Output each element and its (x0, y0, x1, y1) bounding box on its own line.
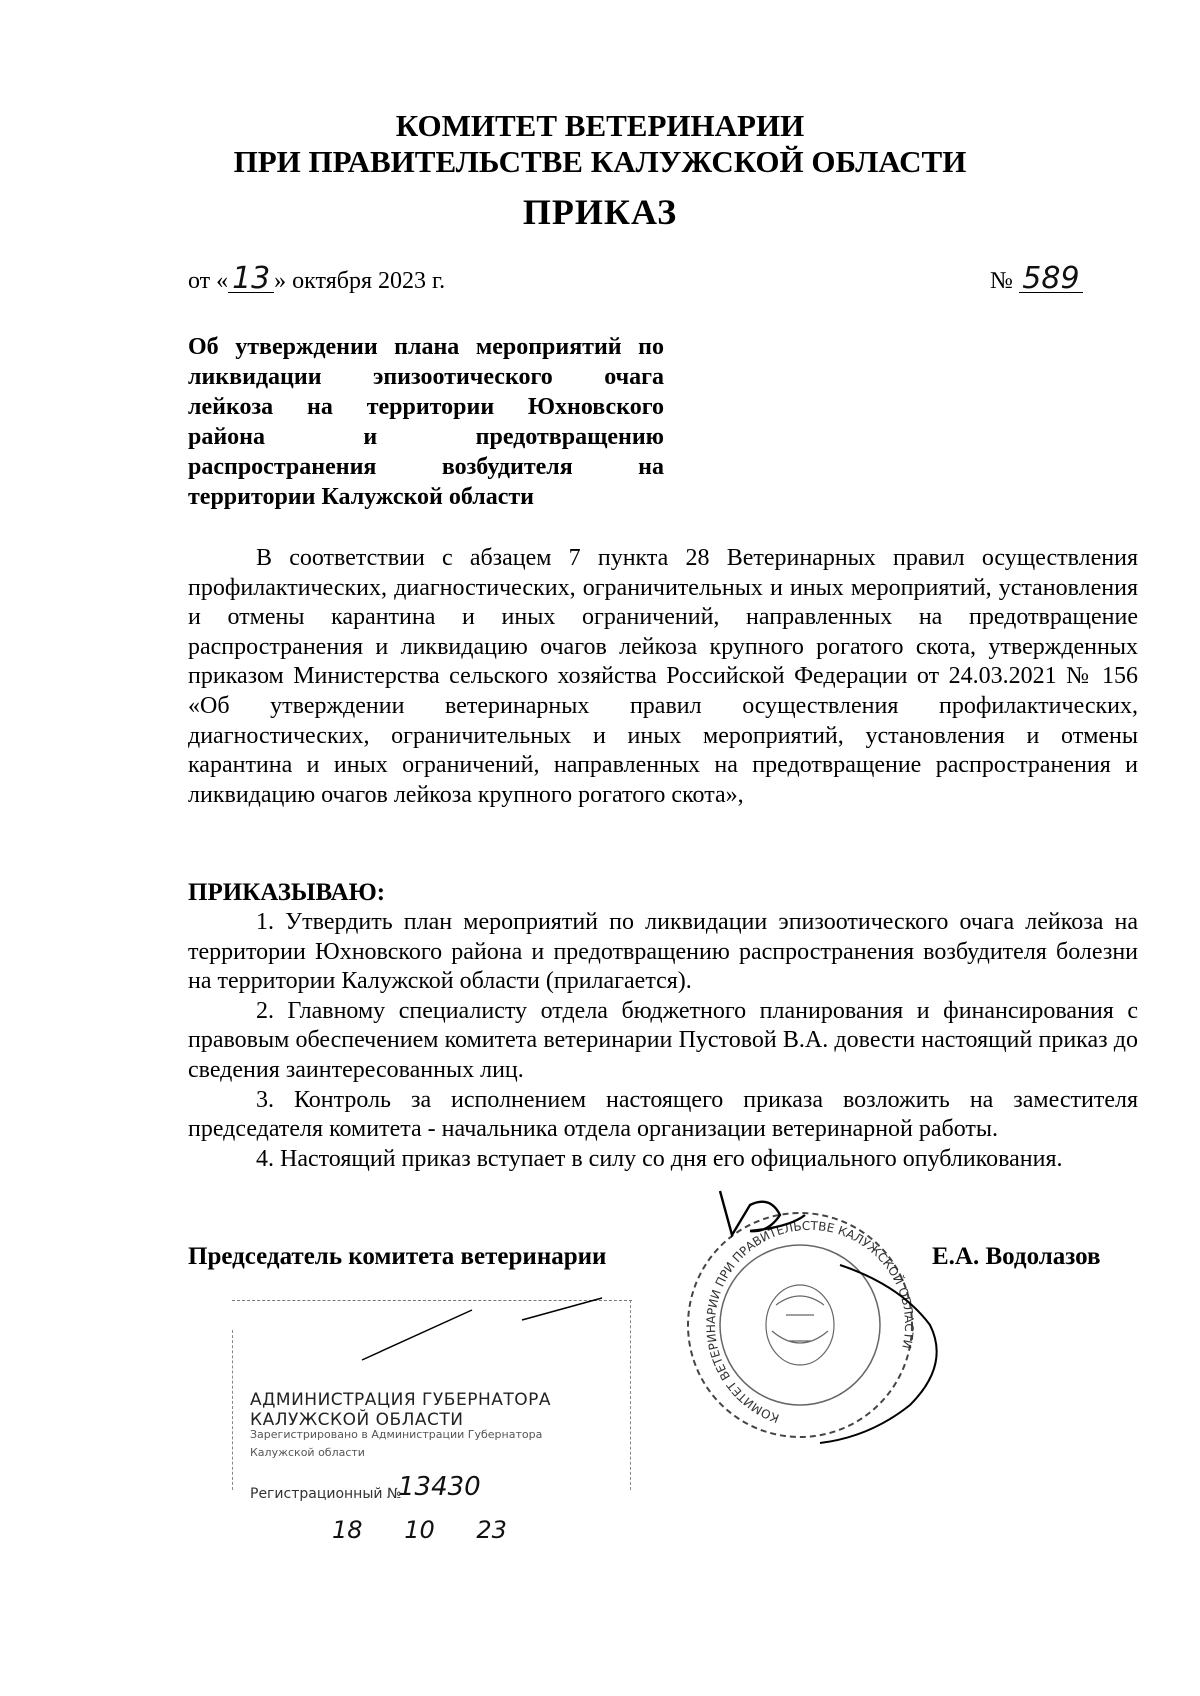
order-items (188, 908, 1138, 1174)
order-item-2: 2. Главному специалисту отдела бюджетного планирования и финансирования с правовым обеспечением комитета ветеринарии Пустовой В.А. довести настоящий приказ до сведения заинтересованных лиц. (188, 997, 1138, 1083)
order-subject (188, 332, 664, 512)
seal-emblem-icon (766, 1285, 834, 1365)
signature-flourish (820, 1265, 937, 1443)
subject-line: Об утверждении плана мероприятий по (188, 334, 664, 360)
subject-line: ликвидации эпизоотического очага (188, 364, 664, 390)
org-name-line1: КОМИТЕТ ВЕТЕРИНАРИИ (395, 108, 805, 143)
seal-text: КОМИТЕТ ВЕТЕРИНАРИИ ПРИ ПРАВИТЕЛЬСТВЕ КАЛУЖСКОЙ ОБЛАСТИ (703, 1218, 917, 1426)
signatory-name: Е.А. Водолазов (932, 1243, 1101, 1270)
order-date (188, 261, 446, 296)
official-seal (600, 1175, 1000, 1455)
number-prefix: № (990, 268, 1013, 294)
seal-inner-ring (720, 1245, 880, 1405)
stamp-organization: АДМИНИСТРАЦИЯ ГУБЕРНАТОРА КАЛУЖСКОЙ ОБЛАСТИ (250, 1390, 552, 1430)
registration-stamp (232, 1300, 632, 1544)
stamp-pen-stroke (352, 1290, 612, 1370)
org-name-line2: ПРИ ПРАВИТЕЛЬСТВЕ КАЛУЖСКОЙ ОБЛАСТИ (233, 144, 967, 179)
date-suffix: » октября 2023 г. (274, 268, 446, 294)
stamp-registration-text-line2: Калужской области (250, 1446, 365, 1459)
order-item-3: 3. Контроль за исполнением настоящего приказа возложить на заместителя председателя комитета - начальника отдела организации ветеринарной работы. (188, 1086, 1138, 1143)
stamp-registration-number: 13430 (398, 1472, 481, 1502)
preamble-paragraph: В соответствии с абзацем 7 пункта 28 Ветеринарных правил осуществления профилактических, диагностических, ограничительных и иных мероприятий, установления и отмены карантина и иных ограничений, направленных на предотвращение распространения и ликвидацию очагов лейкоза крупного рогатого скота, утвержденных приказом Министерства сельского хозяйства Российской Федерации от 24.03.2021 № 156 «Об утверждении ветеринарных правил осуществления профилактических, диагностических, ограничительных и иных мероприятий, установления и отмены карантина и иных ограничений, направленных на предотвращение распространения и ликвидацию очагов лейкоза крупного рогатого скота», (188, 545, 1138, 808)
order-number (990, 261, 1083, 296)
order-word: ПРИКАЗЫВАЮ: (188, 879, 386, 906)
stamp-registration-text-line1: Зарегистрировано в Администрации Губернатора (250, 1428, 543, 1441)
order-item-1: 1. Утвердить план мероприятий по ликвидации эпизоотического очага лейкоза на территории Юхновского района и предотвращению распространения возбудителя болезни на территории Калужской области (прилагается). (188, 909, 1138, 995)
stamp-border-left (232, 1330, 233, 1490)
document-type-title: ПРИКАЗ (522, 192, 678, 232)
number-handwritten: 589 (1019, 266, 1083, 293)
subject-line: лейкоза на территории Юхновского (188, 394, 664, 420)
order-item-4: 4. Настоящий приказ вступает в силу со дня его официального опубликования. (256, 1145, 1063, 1172)
stamp-date-day: 18 (332, 1516, 363, 1544)
stamp-date-year: 23 (476, 1516, 507, 1544)
date-prefix: от « (188, 268, 229, 294)
stamp-registration-date (332, 1516, 541, 1544)
stamp-date-month: 10 (404, 1516, 435, 1544)
signatory-title: Председатель комитета ветеринарии (188, 1243, 607, 1270)
subject-line: распространения возбудителя на (188, 454, 664, 480)
subject-line: территории Калужской области (188, 484, 534, 510)
stamp-registration-label: Регистрационный № (250, 1486, 402, 1502)
subject-line: района и предотвращению (188, 424, 664, 450)
date-day-handwritten: 13 (228, 266, 274, 293)
